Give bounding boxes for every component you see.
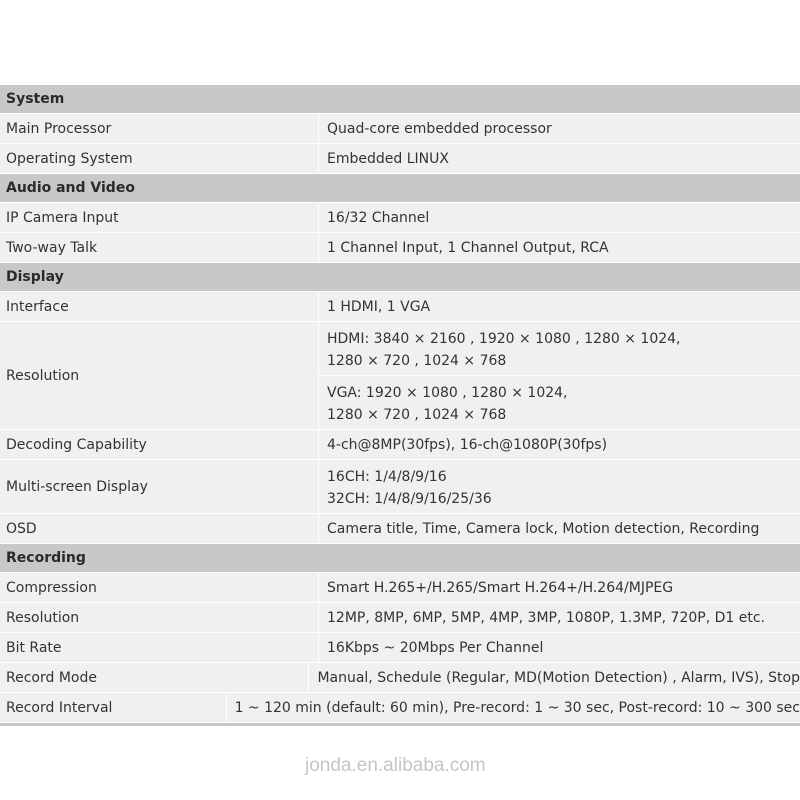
spec-value (319, 114, 800, 143)
spec-key: Decoding Capability (0, 430, 319, 459)
spec-value-block (319, 633, 800, 662)
spec-value-block (319, 573, 800, 602)
spec-value-line: 1280 × 720 , 1024 × 768 (327, 407, 507, 423)
table-row (0, 460, 800, 514)
spec-value-block (319, 514, 800, 543)
spec-value (309, 663, 800, 692)
spec-value (319, 322, 800, 429)
spec-key: Multi-screen Display (0, 460, 319, 513)
spec-key: Record Mode (0, 663, 309, 692)
spec-value-block (319, 322, 800, 375)
spec-value-line: Camera title, Time, Camera lock, Motion detection, Recording (327, 520, 760, 537)
spec-key: Operating System (0, 144, 319, 173)
spec-key: Main Processor (0, 114, 319, 143)
spec-value (319, 430, 800, 459)
section-header: Recording (0, 544, 800, 573)
table-row (0, 233, 800, 263)
table-row (0, 292, 800, 322)
spec-key: OSD (0, 514, 319, 543)
spec-value (319, 514, 800, 543)
spec-value-line: 32CH: 1/4/8/9/16/25/36 (327, 491, 492, 507)
spec-value-line: Quad-core embedded processor (327, 120, 552, 137)
spec-value (319, 233, 800, 262)
spec-value-block (309, 663, 800, 692)
table-row (0, 573, 800, 603)
spec-value-block (319, 375, 800, 429)
spec-value-line: 1 HDMI, 1 VGA (327, 298, 431, 315)
table-row (0, 430, 800, 460)
spec-key: IP Camera Input (0, 203, 319, 232)
table-row (0, 514, 800, 544)
spec-value-line: 16/32 Channel (327, 209, 430, 226)
table-row (0, 693, 800, 723)
spec-key: Interface (0, 292, 319, 321)
spec-value-line: VGA: 1920 × 1080 , 1280 × 1024, (327, 385, 568, 401)
spec-value-block (319, 203, 800, 232)
spec-value-line: 16CH: 1/4/8/9/16 (327, 469, 447, 485)
spec-value-block (319, 292, 800, 321)
table-row (0, 603, 800, 633)
watermark: jonda.en.alibaba.com (305, 755, 486, 776)
spec-value-block (319, 114, 800, 143)
spec-key: Two-way Talk (0, 233, 319, 262)
spec-value-line: 4-ch@8MP(30fps), 16-ch@1080P(30fps) (327, 436, 608, 453)
section-header: Display (0, 263, 800, 292)
table-row (0, 663, 800, 693)
spec-value-block (227, 693, 800, 722)
spec-value-block (319, 144, 800, 173)
spec-table (0, 85, 800, 726)
spec-value-line: Smart H.265+/H.265/Smart H.264+/H.264/MJPEG (327, 579, 674, 596)
spec-value (319, 573, 800, 602)
spec-value-line: 1 ~ 120 min (default: 60 min), Pre-record: 1 ~ 30 sec, Post-record: 10 ~ 300 sec (234, 699, 800, 716)
spec-value-block (319, 430, 800, 459)
spec-value (319, 203, 800, 232)
spec-value-line: Embedded LINUX (327, 150, 449, 167)
spec-key: Record Interval (0, 693, 227, 722)
spec-value-line: 16Kbps ~ 20Mbps Per Channel (327, 639, 544, 656)
spec-value-line: 1 Channel Input, 1 Channel Output, RCA (327, 239, 609, 256)
spec-value (319, 144, 800, 173)
spec-value (319, 292, 800, 321)
spec-key: Bit Rate (0, 633, 319, 662)
spec-value (319, 633, 800, 662)
table-row (0, 203, 800, 233)
spec-value-line: 1280 × 720 , 1024 × 768 (327, 353, 507, 369)
spec-key: Resolution (0, 603, 319, 632)
spec-value-line: 12MP, 8MP, 6MP, 5MP, 4MP, 3MP, 1080P, 1.3MP, 720P, D1 etc. (327, 609, 765, 626)
table-row (0, 633, 800, 663)
spec-value-line: Manual, Schedule (Regular, MD(Motion Detection) , Alarm, IVS), Stop (317, 669, 800, 686)
spec-value-block (319, 233, 800, 262)
spec-key: Resolution (0, 322, 319, 429)
spec-value (319, 603, 800, 632)
spec-key: Compression (0, 573, 319, 602)
spec-value-line: HDMI: 3840 × 2160 , 1920 × 1080 , 1280 × 1024, (327, 331, 681, 347)
table-row (0, 322, 800, 430)
spec-value-block (319, 603, 800, 632)
spec-value (319, 460, 800, 513)
table-row (0, 114, 800, 144)
spec-value (227, 693, 800, 722)
spec-value-block (319, 460, 800, 513)
section-header: System (0, 85, 800, 114)
table-row (0, 144, 800, 174)
section-header: Audio and Video (0, 174, 800, 203)
